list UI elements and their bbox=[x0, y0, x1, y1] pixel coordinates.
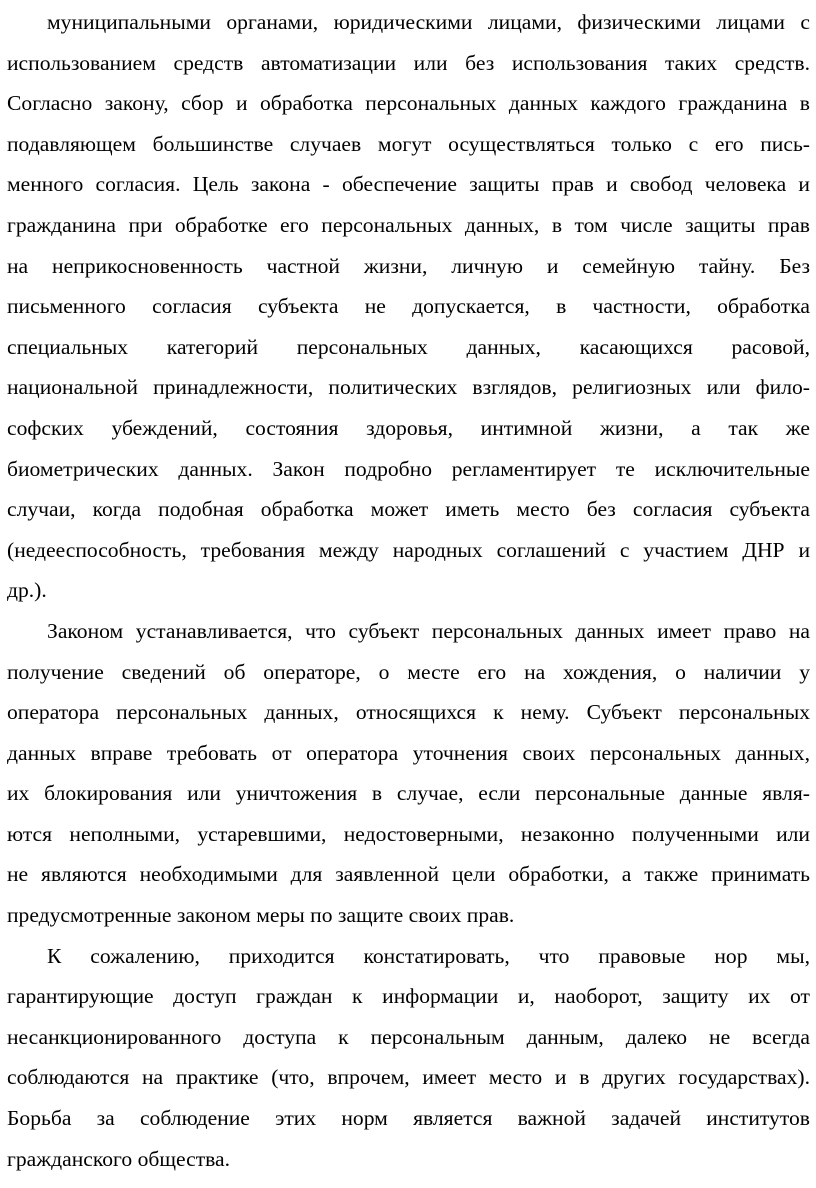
text-line: (недееспособность, требования между народных соглашений с участием ДНР и bbox=[7, 537, 810, 562]
text-line: несанкционированного доступа к персональным данным, далеко не всегда bbox=[7, 1024, 810, 1049]
text-line: национальной принадлежности, политических взглядов, религиозных или фило- bbox=[7, 375, 810, 400]
text-line: др.). bbox=[7, 578, 47, 603]
text-line: софских убеждений, состояния здоровья, интимной жизни, а так же bbox=[7, 415, 810, 440]
text-line: К сожалению, приходится констатировать, что правовые нор мы, bbox=[47, 943, 810, 968]
text-line: не являются необходимыми для заявленной цели обработки, а также принимать bbox=[7, 862, 810, 887]
text-line: подавляющем большинстве случаев могут осуществляться только с его пись- bbox=[7, 131, 810, 156]
text-line: оператора персональных данных, относящихся к нему. Субъект персональных bbox=[7, 700, 810, 725]
text-line: на неприкосновенность частной жизни, личную и семейную тайну. Без bbox=[7, 253, 810, 278]
text-line: менного согласия. Цель закона - обеспечение защиты прав и свобод человека и bbox=[7, 172, 810, 197]
text-line: Законом устанавливается, что субъект персональных данных имеет право на bbox=[47, 618, 810, 643]
text-line: использованием средств автоматизации или без использования таких средств. bbox=[7, 50, 810, 75]
text-line: биометрических данных. Закон подробно регламентирует те исключительные bbox=[7, 456, 810, 481]
text-line: Согласно закону, сбор и обработка персональных данных каждого гражданина в bbox=[7, 91, 810, 116]
body-text bbox=[7, 2, 810, 1179]
text-line: данных вправе требовать от оператора уточнения своих персональных данных, bbox=[7, 740, 810, 765]
text-line: их блокирования или уничтожения в случае, если персональные данные явля- bbox=[7, 781, 810, 806]
text-line: Борьба за соблюдение этих норм является важной задачей институтов bbox=[7, 1106, 810, 1131]
text-line: муниципальными органами, юридическими лицами, физическими лицами с bbox=[47, 10, 810, 34]
text-line: получение сведений об операторе, о месте его на хождения, о наличии у bbox=[7, 659, 810, 684]
text-line: гражданина при обработке его персональных данных, в том числе защиты прав bbox=[7, 212, 810, 237]
text-line: ются неполными, устаревшими, недостоверными, незаконно полученными или bbox=[7, 821, 810, 846]
text-line: предусмотренные законом меры по защите своих прав. bbox=[7, 903, 515, 928]
text-line: гарантирующие доступ граждан к информации и, наоборот, защиту их от bbox=[7, 984, 810, 1009]
text-line: письменного согласия субъекта не допускается, в частности, обработка bbox=[7, 294, 810, 319]
text-line: случаи, когда подобная обработка может иметь место без согласия субъекта bbox=[7, 497, 810, 522]
text-line: соблюдаются на практике (что, впрочем, имеет место и в других государствах). bbox=[7, 1065, 810, 1090]
text-line: специальных категорий персональных данных, касающихся расовой, bbox=[7, 334, 810, 359]
text-line: гражданского общества. bbox=[7, 1146, 231, 1171]
